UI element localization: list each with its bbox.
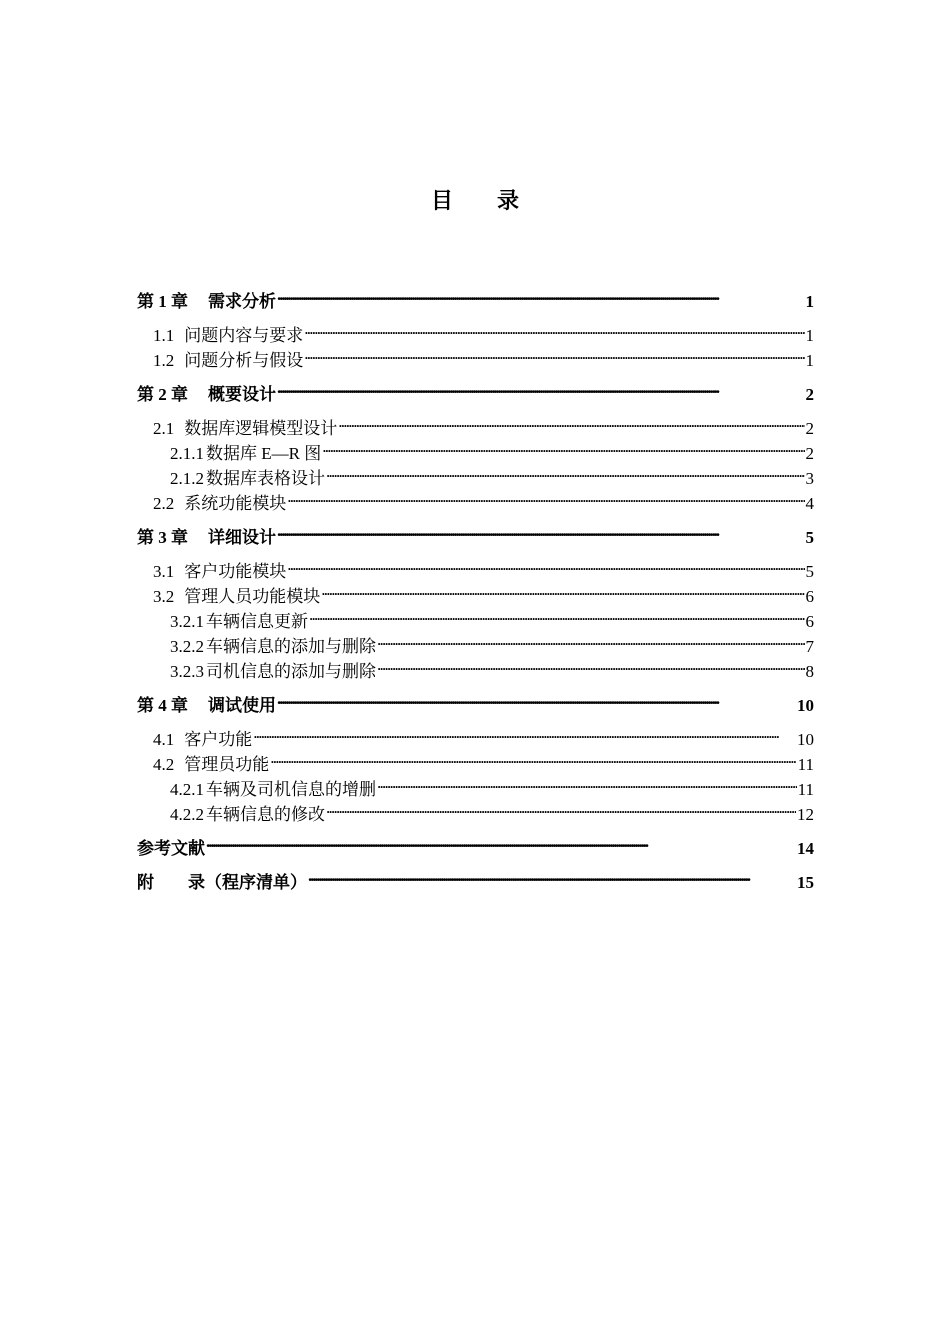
toc-leader-dots (277, 518, 805, 543)
toc-entry-number: 第 3 章 (137, 528, 188, 547)
toc-entry-title: 附 录（程序清单） (137, 873, 307, 892)
toc-entry-number: 第 4 章 (137, 696, 188, 715)
toc-leader-dots (287, 552, 804, 577)
toc-entry-number: 第 2 章 (137, 385, 188, 404)
toc-leader-dots (338, 409, 804, 434)
toc-entry[interactable] (137, 720, 814, 749)
toc-entry-title: 问题分析与假设 (184, 351, 304, 370)
toc-entry-title: 管理员功能 (184, 755, 270, 774)
toc-entry[interactable] (137, 316, 814, 345)
toc-entry-page: 8 (805, 662, 814, 681)
toc-entry-title: 数据库 E—R 图 (206, 444, 322, 463)
toc-entry-title: 车辆信息的修改 (206, 805, 325, 824)
toc-entry-number: 2.1.2 (170, 469, 204, 488)
toc-entry-title: 车辆信息更新 (206, 612, 308, 631)
toc-entry-title: 客户功能模块 (184, 562, 287, 581)
toc-entry-title: 客户功能 (184, 730, 253, 749)
toc-leader-dots (304, 316, 804, 341)
toc-entry-page: 5 (805, 562, 814, 581)
toc-entry-number: 3.2.3 (170, 662, 204, 681)
toc-leader-dots (287, 484, 804, 509)
toc-entry[interactable] (137, 686, 814, 715)
toc-leader-dots (277, 686, 796, 711)
toc-entry-title: 数据库表格设计 (206, 469, 325, 488)
toc-leader-dots (377, 652, 805, 677)
toc-entry-page: 5 (805, 528, 814, 547)
toc-leader-dots (326, 459, 805, 484)
toc-entry-number: 1.1 (153, 326, 175, 345)
toc-entry[interactable] (137, 552, 814, 581)
toc-entry-page: 1 (805, 351, 814, 370)
toc-leader-dots (304, 341, 804, 366)
toc-entry-title: 参考文献 (137, 839, 205, 858)
toc-entry-number: 4.2.2 (170, 805, 204, 824)
toc-entry[interactable] (137, 282, 814, 311)
toc-entry-title: 调试使用 (208, 696, 276, 715)
toc-entry-number: 3.2.2 (170, 637, 204, 656)
toc-leader-dots (322, 434, 804, 459)
toc-entry[interactable] (137, 375, 814, 404)
toc-leader-dots (326, 795, 796, 820)
toc-entry-page: 1 (805, 326, 814, 345)
toc-entry-page: 4 (805, 494, 814, 513)
toc-leader-dots (377, 770, 797, 795)
toc-entry-title: 需求分析 (208, 292, 276, 311)
toc-leader-dots (277, 375, 805, 400)
toc-entry-number: 4.1 (153, 730, 175, 749)
toc-entry-number: 2.1 (153, 419, 175, 438)
toc-title (0, 184, 950, 215)
toc-leader-dots (270, 745, 796, 770)
toc-entry-number: 4.2 (153, 755, 175, 774)
toc-entry[interactable] (137, 863, 814, 892)
toc-entry-number: 2.2 (153, 494, 175, 513)
toc-entry-page: 7 (805, 637, 814, 656)
toc-entry-page: 6 (805, 587, 814, 606)
toc-entry-page: 3 (805, 469, 814, 488)
toc-entry-page: 2 (805, 419, 814, 438)
toc-entry-page: 14 (797, 839, 814, 858)
toc-entry-title: 司机信息的添加与删除 (206, 662, 376, 681)
toc-title-part1: 目 (430, 188, 453, 213)
toc-entry[interactable] (137, 409, 814, 438)
toc-entry[interactable] (137, 518, 814, 547)
toc-entry-number: 4.2.1 (170, 780, 204, 799)
toc-entry-page: 2 (805, 385, 814, 404)
toc-entry-title: 车辆及司机信息的增删 (206, 780, 376, 799)
toc-entry-number: 3.2 (153, 587, 175, 606)
toc-entry-number: 1.2 (153, 351, 175, 370)
toc-entry[interactable] (137, 829, 814, 858)
toc-entry-title: 详细设计 (208, 528, 276, 547)
toc-leader-dots (308, 863, 796, 888)
toc-entry-title: 问题内容与要求 (184, 326, 304, 345)
toc-leader-dots (309, 602, 805, 627)
toc-entry-number: 3.2.1 (170, 612, 204, 631)
toc-title-part2: 录 (497, 188, 520, 213)
toc-entry-page: 10 (797, 730, 814, 749)
toc-leader-dots (206, 829, 796, 854)
table-of-contents (137, 282, 814, 897)
toc-entry-page: 11 (797, 780, 814, 799)
toc-entry-title: 系统功能模块 (184, 494, 287, 513)
toc-entry-title: 数据库逻辑模型设计 (184, 419, 338, 438)
toc-entry-number: 第 1 章 (137, 292, 188, 311)
toc-leader-dots (321, 577, 804, 602)
toc-entry-title: 管理人员功能模块 (184, 587, 321, 606)
toc-entry-page: 6 (805, 612, 814, 631)
toc-entry-number: 2.1.1 (170, 444, 204, 463)
toc-leader-dots (277, 282, 805, 307)
toc-entry-page: 10 (797, 696, 814, 715)
toc-entry-page: 2 (805, 444, 814, 463)
toc-entry-number: 3.1 (153, 562, 175, 581)
toc-entry-title: 概要设计 (208, 385, 276, 404)
toc-leader-dots (253, 720, 796, 745)
toc-entry-page: 1 (805, 292, 814, 311)
toc-entry-page: 15 (797, 873, 814, 892)
toc-entry-page: 11 (797, 755, 814, 774)
toc-entry-title: 车辆信息的添加与删除 (206, 637, 376, 656)
toc-entry-page: 12 (797, 805, 814, 824)
toc-leader-dots (377, 627, 805, 652)
